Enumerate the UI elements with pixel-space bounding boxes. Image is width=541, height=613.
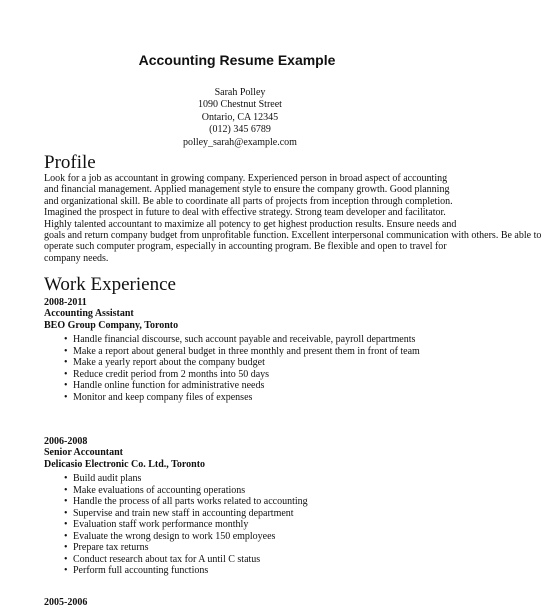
duty-text: Make evaluations of accounting operations — [73, 484, 246, 496]
duty-text: Handle the process of all parts works related to accounting — [73, 496, 308, 508]
duty-text: Prepare tax returns — [73, 542, 149, 554]
job-entry — [44, 597, 444, 608]
job-duties-list — [44, 473, 444, 577]
profile-line: and organizational skill. Be able to coordinate all parts of projects from inception through completion. — [44, 195, 453, 207]
bullet-icon: • — [64, 391, 68, 403]
profile-line: Highly talented accountant to maximize all potency to get highest production results. Ensure needs and — [44, 218, 457, 230]
profile-line: company needs. — [44, 252, 109, 264]
contact-name: Sarah Polley — [214, 87, 266, 98]
duty-item — [64, 380, 444, 392]
job-years: 2008-2011 — [44, 297, 87, 308]
profile-line: goals and return company budget from unprofitable function. Excellent interpersonal communication with others. Be able to — [44, 230, 541, 242]
contact-block — [100, 87, 380, 149]
profile-line: Look for a job as accountant in growing company. Experienced person in broad aspect of accounting — [44, 173, 448, 184]
bullet-icon: • — [64, 542, 68, 554]
duty-item — [64, 508, 444, 520]
duty-text: Perform full accounting functions — [73, 565, 209, 577]
bullet-icon: • — [64, 553, 68, 565]
profile-heading: Profile — [44, 152, 96, 173]
bullet-icon: • — [64, 496, 68, 508]
profile-paragraph — [44, 173, 541, 264]
bullet-icon: • — [64, 484, 68, 496]
bullet-icon: • — [64, 519, 68, 531]
work-experience-heading: Work Experience — [44, 274, 176, 295]
duty-item — [64, 357, 444, 369]
contact-email: polley_sarah@example.com — [183, 136, 297, 148]
bullet-icon: • — [64, 473, 68, 485]
duty-text: Make a report about general budget in three monthly and present them in front of team — [73, 345, 420, 357]
duty-text: Build audit plans — [73, 473, 142, 485]
bullet-icon: • — [64, 530, 68, 542]
bullet-icon: • — [64, 565, 68, 577]
duty-text: Monitor and keep company files of expenses — [73, 391, 253, 403]
profile-line: operate such computer program, especially in accounting program. Be flexible and open to travel for — [44, 241, 447, 253]
duty-text: Evaluation staff work performance monthly — [73, 519, 249, 531]
duty-item — [64, 496, 444, 508]
bullet-icon: • — [64, 507, 68, 519]
duty-item — [64, 531, 444, 543]
duty-item — [64, 565, 444, 577]
duty-text: Make a yearly report about the company budget — [73, 357, 265, 369]
contact-phone: (012) 345 6789 — [209, 124, 271, 136]
bullet-icon: • — [64, 345, 68, 357]
duty-text: Reduce credit period from 2 months into 50 days — [73, 368, 270, 380]
bullet-icon: • — [64, 368, 68, 380]
duty-text: Supervise and train new staff in accounting department — [73, 507, 294, 519]
duty-text: Conduct research about tax for A until C status — [73, 553, 261, 565]
profile-line: and financial management. Applied management style to ensure the company growth. Good planning — [44, 184, 450, 196]
job-company: Delicasio Electronic Co. Ltd., Toronto — [44, 458, 206, 470]
job-entry — [44, 297, 444, 403]
duty-item — [64, 346, 444, 358]
job-entry — [44, 436, 444, 577]
bullet-icon: • — [64, 380, 68, 392]
bullet-icon: • — [64, 357, 68, 369]
job-years: 2006-2008 — [44, 436, 88, 447]
job-role: Senior Accountant — [44, 447, 123, 459]
duty-text: Handle online function for administrative needs — [73, 380, 265, 392]
duty-item — [64, 554, 444, 566]
bullet-icon: • — [64, 334, 68, 346]
job-role: Accounting Assistant — [44, 308, 134, 320]
resume-title: Accounting Resume Example — [138, 52, 336, 68]
duty-item — [64, 519, 444, 531]
duty-item — [64, 392, 444, 404]
duty-item — [64, 473, 444, 485]
duty-text: Evaluate the wrong design to work 150 employees — [73, 530, 276, 542]
job-company: BEO Group Company, Toronto — [44, 319, 179, 331]
duty-item — [64, 485, 444, 497]
duty-text: Handle financial discourse, such account payable and receivable, payroll departments — [73, 334, 416, 346]
job-duties-list — [44, 334, 444, 403]
contact-street: 1090 Chestnut Street — [198, 99, 282, 111]
duty-item — [64, 334, 444, 346]
contact-city: Ontario, CA 12345 — [201, 111, 279, 123]
profile-line: Imagined the prospect in future to deal with effective strategy. Strong team developer and facilitator. — [44, 207, 446, 219]
duty-item — [64, 542, 444, 554]
duty-item — [64, 369, 444, 381]
job-years: 2005-2006 — [44, 597, 88, 608]
